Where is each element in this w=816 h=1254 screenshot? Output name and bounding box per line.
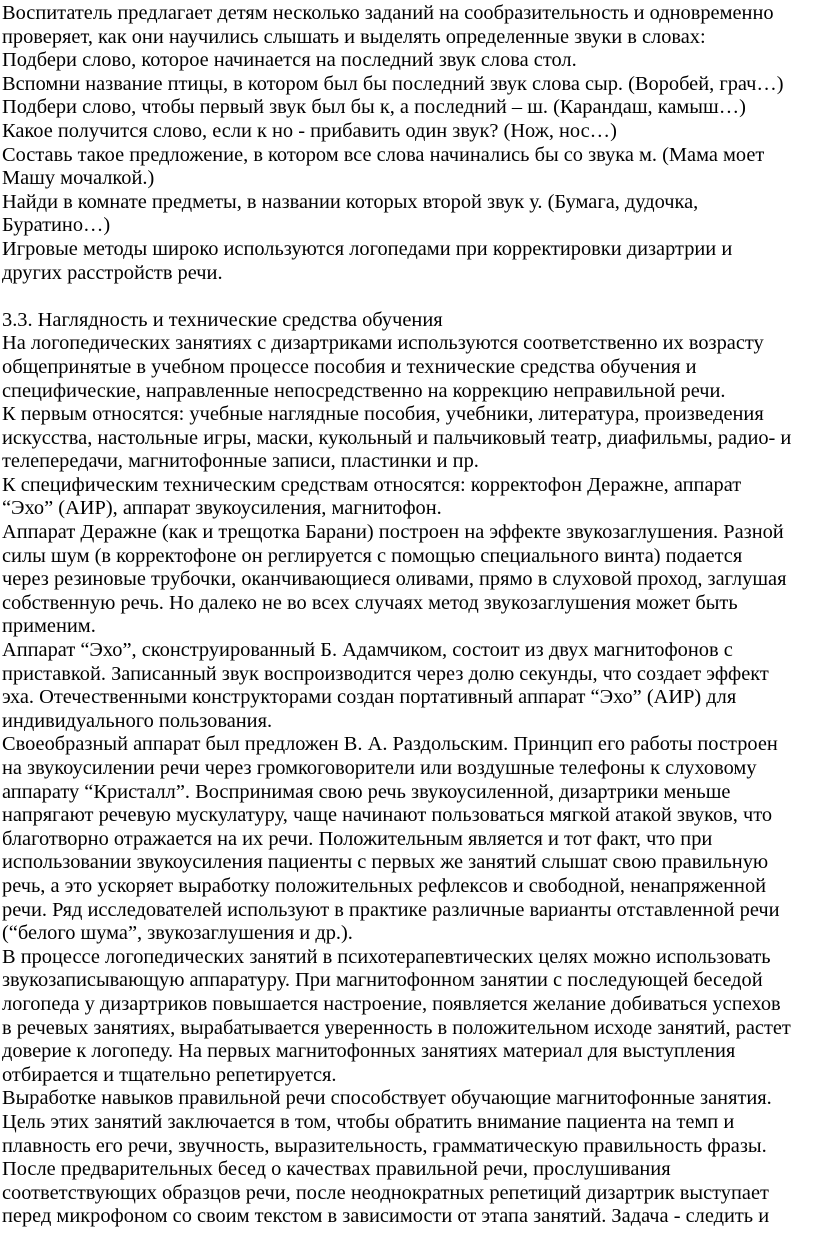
- text-line: в речевых занятиях, вырабатывается уверенность в положительном исходе занятий, растет: [2, 1016, 791, 1039]
- text-line: приставкой. Записанный звук воспроизводится через долю секунды, что создает эффект: [2, 662, 769, 685]
- text-line: использовании звукоусиления пациенты с первых же занятий слышат свою правильную: [2, 851, 769, 874]
- text-line: проверяет, как они научились слышать и выделять определенные звуки в словах:: [2, 25, 706, 48]
- text-line: В процессе логопедических занятий в психотерапевтических целях можно использовать: [2, 945, 771, 968]
- text-line: Какое получится слово, если к но - прибавить один звук? (Нож, нос…): [2, 119, 617, 142]
- text-line: Цель этих занятий заключается в том, чтобы обратить внимание пациента на темп и: [2, 1110, 735, 1133]
- text-line: доверие к логопеду. На первых магнитофонных занятиях материал для выступления: [2, 1040, 736, 1063]
- text-line: Подбери слово, которое начинается на последний звук слова стол.: [2, 49, 577, 72]
- text-line: Своеобразный аппарат был предложен В. А. Раздольским. Принцип его работы построен: [2, 733, 778, 756]
- text-line: аппарату “Кристалл”. Воспринимая свою речь звукоусиленной, дизартрики меньше: [2, 780, 731, 803]
- text-line: перед микрофоном со своим текстом в зависимости от этапа занятий. Задача - следить и: [2, 1205, 770, 1228]
- text-line: После предварительных бесед о качествах правильной речи, прослушивания: [2, 1158, 671, 1181]
- text-line: звукозаписывающую аппаратуру. При магнитофонном занятии с последующей беседой: [2, 969, 763, 992]
- text-line: Найди в комнате предметы, в названии которых второй звук у. (Бумага, дудочка,: [2, 190, 699, 213]
- text-line: эха. Отечественными конструкторами создан портативный аппарат “Эхо” (АИР) для: [2, 686, 737, 709]
- text-line: соответствующих образцов речи, после неоднократных репетиций дизартрик выступает: [2, 1181, 769, 1204]
- text-line: телепередачи, магнитофонные записи, пластинки и пр.: [2, 450, 479, 473]
- text-line: собственную речь. Но далеко не во всех случаях метод звукозаглушения может быть: [2, 591, 738, 614]
- text-line: Буратино…): [2, 214, 111, 237]
- text-line: плавность его речи, звучность, выразительность, грамматическую правильность фразы.: [2, 1134, 767, 1157]
- text-line: силы шум (в корректофоне он реглируется с помощью специального винта) подается: [2, 544, 743, 567]
- text-line: применим.: [2, 615, 96, 638]
- text-line: индивидуального пользования.: [2, 709, 273, 732]
- text-line: “Эхо” (АИР), аппарат звукоусиления, магнитофон.: [2, 497, 442, 520]
- text-line: Аппарат Деражне (как и трещотка Барани) построен на эффекте звукозаглушения. Разной: [2, 521, 784, 544]
- text-line: (“белого шума”, звукозаглушения и др.).: [2, 922, 353, 945]
- text-line: через резиновые трубочки, оканчивающиеся оливами, прямо в слуховой проход, заглушая: [2, 568, 787, 591]
- text-line: Воспитатель предлагает детям несколько заданий на сообразительность и одновременно: [2, 2, 774, 24]
- paragraph-gap: [2, 285, 806, 309]
- text-line: Машу мочалкой.): [2, 167, 155, 190]
- text-line: искусства, настольные игры, маски, кукольный и пальчиковый театр, диафильмы, радио- и: [2, 426, 792, 449]
- text-line: речь, а это ускоряет выработку положительных рефлексов и свободной, ненапряженной: [2, 874, 767, 897]
- text-line: К специфическим техническим средствам относятся: корректофон Деражне, аппарат: [2, 473, 742, 496]
- text-line: отбирается и тщательно репетируется.: [2, 1063, 337, 1086]
- text-line: Составь такое предложение, в котором все слова начинались бы со звука м. (Мама моет: [2, 143, 765, 166]
- section-heading: 3.3. Наглядность и технические средства обучения: [2, 308, 443, 331]
- text-body: [2, 2, 806, 1229]
- text-line: благотворно отражается на их речи. Положительным является и тот факт, что при: [2, 827, 713, 850]
- text-line: Игровые методы широко используются логопедами при корректировки дизартрии и: [2, 237, 733, 260]
- text-line: логопеда у дизартриков повышается настроение, появляется желание добиваться успехов: [2, 992, 781, 1015]
- text-line: К первым относятся: учебные наглядные пособия, учебники, литература, произведения: [2, 403, 764, 426]
- text-line: напрягают речевую мускулатуру, чаще начинают пользоваться мягкой атакой звуков, что: [2, 804, 773, 827]
- text-line: Подбери слово, чтобы первый звук был бы к, а последний – ш. (Карандаш, камыш…): [2, 96, 746, 119]
- text-line: на звукоусилении речи через громкоговорители или воздушные телефоны к слуховому: [2, 757, 757, 779]
- text-line: специфические, направленные непосредственно на коррекцию неправильной речи.: [2, 379, 726, 402]
- text-line: Аппарат “Эхо”, сконструированный Б. Адамчиком, состоит из двух магнитофонов с: [2, 639, 733, 662]
- text-line: Вспомни название птицы, в котором был бы последний звук слова сыр. (Воробей, грач…): [2, 72, 784, 95]
- text-line: речи. Ряд исследователей используют в практике различные варианты отставленной речи: [2, 898, 780, 921]
- text-line: Выработке навыков правильной речи способствует обучающие магнитофонные занятия.: [2, 1087, 772, 1110]
- text-line: На логопедических занятиях с дизартриками используются соответственно их возрасту: [2, 332, 764, 355]
- text-line: общепринятые в учебном процессе пособия и технические средства обучения и: [2, 355, 697, 378]
- text-line: других расстройств речи.: [2, 261, 223, 284]
